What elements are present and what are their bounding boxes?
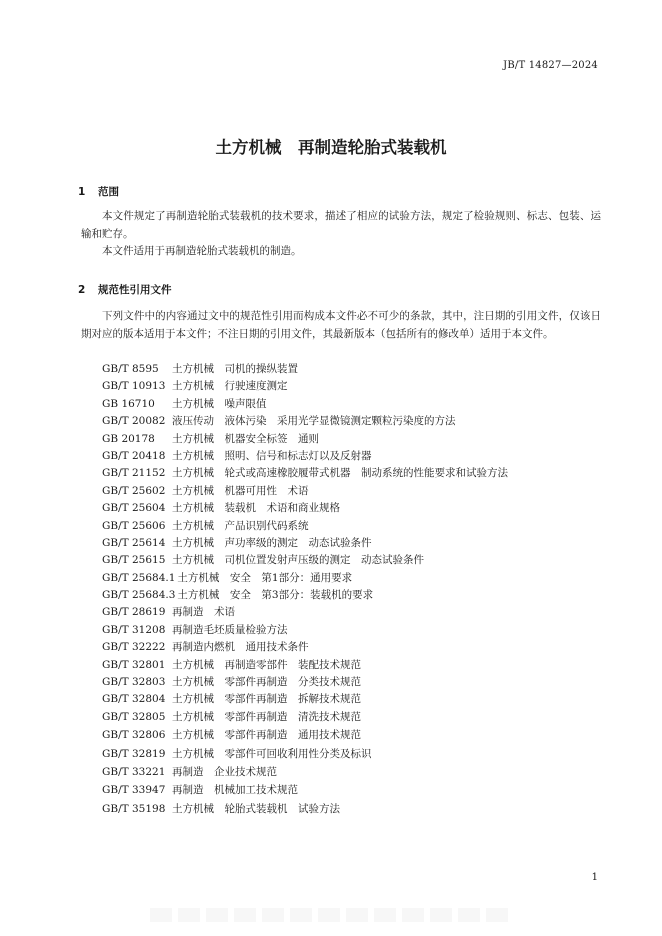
reference-code: GB/T 28619 [102, 606, 166, 619]
reference-item [102, 448, 508, 465]
reference-item [102, 763, 508, 781]
reference-item [102, 500, 508, 517]
section-number: 1 [78, 186, 86, 198]
reference-list [102, 361, 508, 818]
reference-title: 土方机械 机器可用性 术语 [172, 484, 309, 497]
reference-item [102, 709, 508, 726]
reference-item [102, 396, 508, 413]
reference-code: GB/T 32804 [102, 693, 166, 706]
section-1-body [81, 208, 601, 261]
reference-title: 土方机械 零部件再制造 拆解技术规范 [172, 693, 361, 706]
reference-item [102, 604, 508, 621]
reference-item [102, 483, 508, 500]
reference-item [102, 587, 508, 604]
reference-title: 土方机械 安全 第1部分：通用要求 [177, 571, 353, 584]
reference-title: 土方机械 轮式或高速橡胶履带式机器 制动系统的性能要求和试验方法 [172, 467, 508, 480]
reference-item [102, 431, 508, 448]
reference-code: GB/T 20418 [102, 449, 166, 462]
reference-code: GB/T 25684.3 [102, 589, 176, 602]
section-number: 2 [78, 284, 86, 296]
reference-item [102, 413, 508, 430]
reference-code: GB/T 35198 [102, 802, 166, 815]
reference-code: GB/T 25604 [102, 502, 166, 515]
reference-code: GB/T 20082 [102, 415, 166, 428]
reference-item [102, 639, 508, 656]
reference-title: 土方机械 零部件再制造 分类技术规范 [172, 676, 361, 689]
reference-title: 土方机械 零部件可回收利用性分类及标识 [172, 747, 372, 760]
reference-title: 土方机械 声功率级的测定 动态试验条件 [172, 536, 372, 549]
reference-item [102, 552, 508, 569]
section-2-body [81, 308, 601, 343]
reference-code: GB 16710 [102, 397, 155, 410]
reference-item [102, 691, 508, 708]
reference-title: 再制造 企业技术规范 [172, 765, 277, 778]
reference-item [102, 518, 508, 535]
reference-title: 再制造内燃机 通用技术条件 [172, 641, 309, 654]
reference-title: 再制造毛坯质量检验方法 [172, 623, 288, 636]
reference-item [102, 657, 508, 674]
document-title: 土方机械 再制造轮胎式装载机 [215, 138, 447, 157]
reference-item [102, 378, 508, 395]
reference-item [102, 622, 508, 639]
reference-code: GB/T 32222 [102, 641, 166, 654]
reference-title: 液压传动 液体污染 采用光学显微镜测定颗粒污染度的方法 [172, 415, 456, 428]
reference-code: GB/T 32803 [102, 676, 166, 689]
reference-title: 再制造 机械加工技术规范 [172, 784, 298, 797]
reference-code: GB/T 32806 [102, 729, 166, 742]
reference-title: 再制造 术语 [172, 606, 235, 619]
standard-code: JB/T 14827—2024 [503, 60, 598, 71]
reference-code: GB/T 31208 [102, 623, 166, 636]
reference-code: GB/T 33947 [102, 784, 166, 797]
reference-code: GB/T 32805 [102, 710, 166, 723]
reference-title: 土方机械 装载机 术语和商业规格 [172, 502, 340, 515]
reference-code: GB/T 33221 [102, 765, 166, 778]
reference-item [102, 361, 508, 378]
reference-code: GB/T 8595 [102, 363, 159, 375]
reference-title: 土方机械 司机位置发射声压级的测定 动态试验条件 [172, 554, 424, 567]
reference-item [102, 465, 508, 482]
reference-title: 土方机械 行驶速度测定 [172, 380, 288, 393]
reference-item [102, 535, 508, 552]
reference-code: GB/T 25602 [102, 484, 166, 497]
reference-code: GB/T 21152 [102, 467, 166, 480]
reference-item [102, 726, 508, 744]
section-1-heading [78, 184, 119, 199]
paragraph: 本文件适用于再制造轮胎式装载机的制造。 [102, 245, 302, 257]
reference-item [102, 674, 508, 691]
reference-code: GB/T 25614 [102, 536, 166, 549]
reference-title: 土方机械 零部件再制造 通用技术规范 [172, 729, 361, 742]
reference-title: 土方机械 照明、信号和标志灯以及反射器 [172, 449, 372, 462]
reference-item [102, 570, 508, 587]
reference-code: GB/T 25684.1 [102, 571, 176, 584]
reference-title: 土方机械 司机的操纵装置 [172, 363, 298, 375]
reference-code: GB/T 25615 [102, 554, 166, 567]
reference-title: 土方机械 噪声限值 [172, 397, 267, 410]
reference-item [102, 781, 508, 799]
section-title: 规范性引用文件 [98, 284, 172, 296]
section-2-heading [78, 282, 172, 297]
paragraph: 本文件规定了再制造轮胎式装载机的技术要求，描述了相应的试验方法，规定了检验规则、标志、包装、运输和贮存。 [81, 210, 601, 240]
reference-title: 土方机械 零部件再制造 清洗技术规范 [172, 710, 361, 723]
page-number: 1 [591, 872, 598, 883]
reference-title: 土方机械 机器安全标签 通则 [172, 432, 319, 445]
reference-title: 土方机械 再制造零部件 装配技术规范 [172, 658, 361, 671]
paragraph: 下列文件中的内容通过文中的规范性引用而构成本文件必不可少的条款，其中，注日期的引用文件，仅该日期对应的版本适用于本文件；不注日期的引用文件，其最新版本（包括所有的修改单）适用于本文件。 [81, 310, 601, 340]
watermark-strip [150, 908, 510, 922]
reference-title: 土方机械 产品识别代码系统 [172, 519, 309, 532]
reference-title: 土方机械 轮胎式装载机 试验方法 [172, 802, 340, 815]
reference-code: GB/T 25606 [102, 519, 166, 532]
reference-code: GB 20178 [102, 432, 155, 445]
section-title: 范围 [98, 186, 119, 198]
reference-code: GB/T 32819 [102, 747, 166, 760]
reference-item [102, 745, 508, 763]
reference-code: GB/T 32801 [102, 658, 166, 671]
reference-code: GB/T 10913 [102, 380, 166, 393]
reference-item [102, 800, 508, 818]
reference-title: 土方机械 安全 第3部分：装载机的要求 [177, 589, 374, 602]
